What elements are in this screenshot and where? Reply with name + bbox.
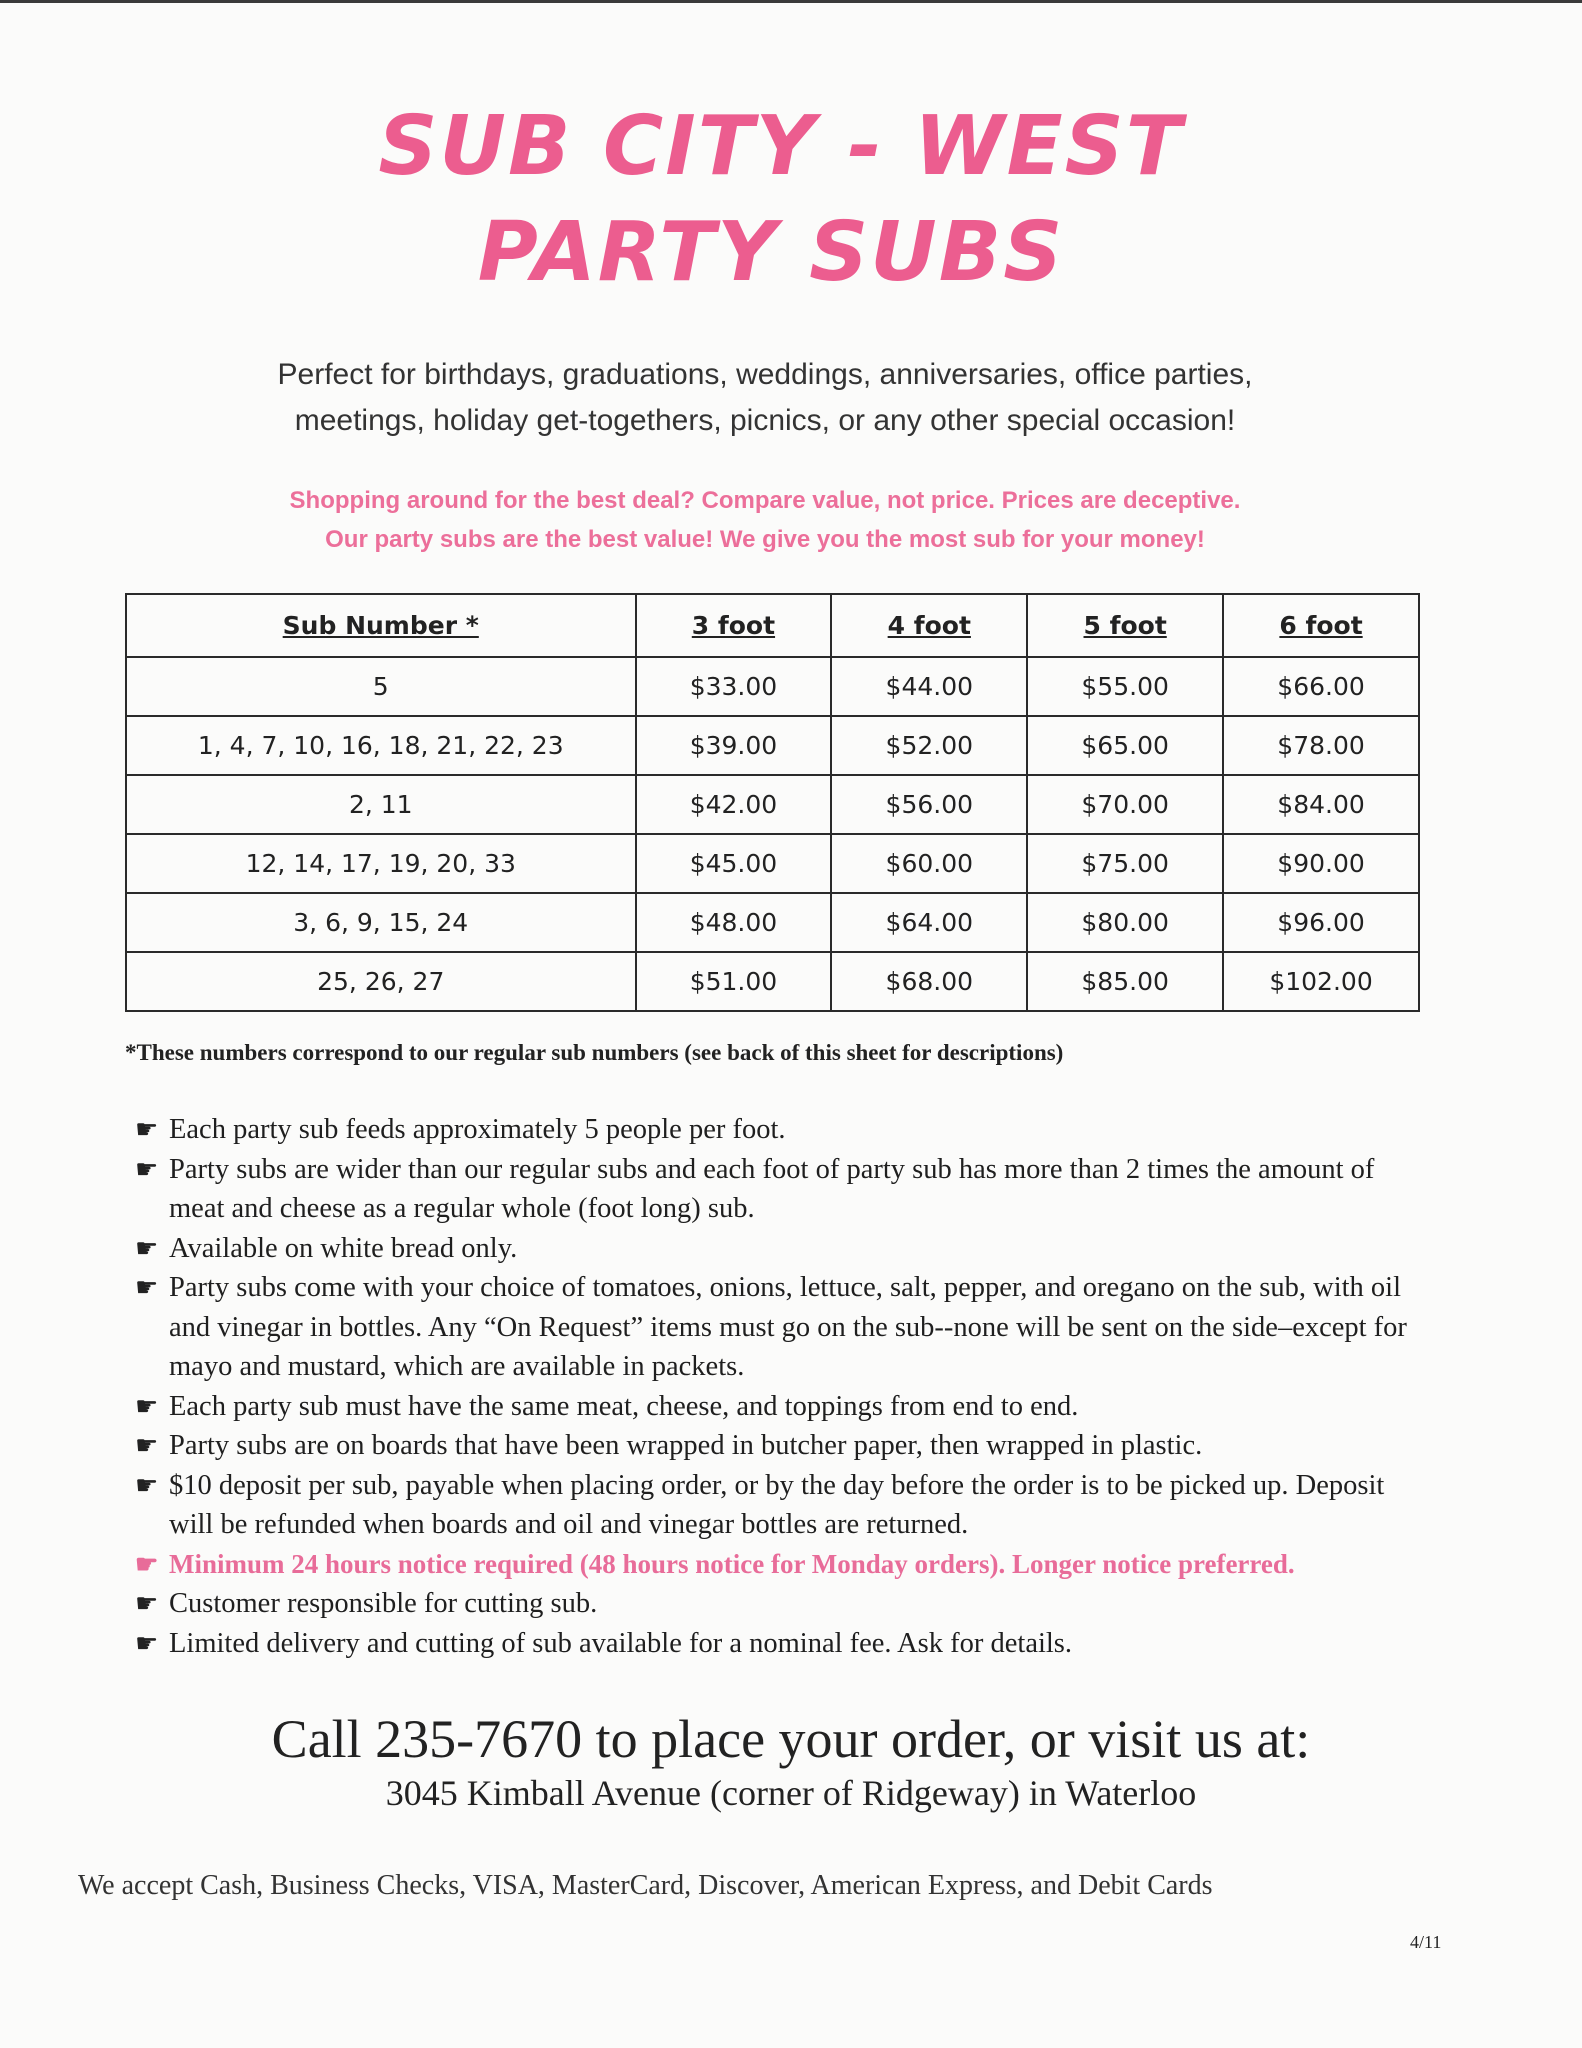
price-cell: $33.00 (636, 657, 832, 716)
sub-numbers-cell: 3, 6, 9, 15, 24 (126, 893, 636, 952)
price-cell: $70.00 (1027, 775, 1223, 834)
header-5-foot: 5 foot (1027, 594, 1223, 657)
tagline-line-2: Our party subs are the best value! We give you the most sub for your money! (325, 526, 1205, 553)
table-row (126, 775, 1419, 834)
pointing-hand-icon: ☛ (135, 1549, 159, 1579)
list-item: ☛ Party subs are wider than our regular subs and each foot of party sub has more than 2 times the amount of meat and cheese as a regular whole (foot long) sub. (135, 1150, 1425, 1229)
table-row (126, 657, 1419, 716)
list-item: ☛ Party subs come with your choice of tomatoes, onions, lettuce, salt, pepper, and oregano on the sub, with oil and vinegar in bottles. Any “On Request” items must go on the sub--none will be sent on the side–except for mayo and mustard, which are available in packets. (135, 1268, 1425, 1387)
price-cell: $56.00 (831, 775, 1027, 834)
price-cell: $68.00 (831, 952, 1027, 1011)
title-line-1: SUB CITY - WEST (378, 99, 1184, 194)
price-cell: $90.00 (1223, 834, 1419, 893)
pointing-hand-icon: ☛ (135, 1628, 159, 1658)
table-row (126, 893, 1419, 952)
price-cell: $102.00 (1223, 952, 1419, 1011)
pointing-hand-icon: ☛ (135, 1273, 159, 1302)
list-item: ☛ Customer responsible for cutting sub. (135, 1584, 1425, 1624)
sub-numbers-cell: 25, 26, 27 (126, 952, 636, 1011)
pointing-hand-icon: ☛ (135, 1431, 159, 1460)
price-cell: $66.00 (1223, 657, 1419, 716)
table-row (126, 834, 1419, 893)
list-item: ☛ $10 deposit per sub, payable when placing order, or by the day before the order is to be picked up. Deposit will be refunded when boards and oil and vinegar bottles are returned. (135, 1466, 1425, 1545)
header-6-foot: 6 foot (1223, 594, 1419, 657)
header-sub-number: Sub Number * (126, 594, 636, 657)
intro-line-2: meetings, holiday get-togethers, picnics, or any other special occasion! (294, 404, 1236, 437)
value-tagline (190, 481, 1340, 559)
revision-date: 4/11 (1410, 1932, 1442, 1952)
price-cell: $65.00 (1027, 716, 1223, 775)
price-cell: $42.00 (636, 775, 832, 834)
pointing-hand-icon: ☛ (135, 1589, 159, 1618)
price-cell: $44.00 (831, 657, 1027, 716)
price-cell: $45.00 (636, 834, 832, 893)
list-item: ☛ Each party sub feeds approximately 5 people per foot. (135, 1110, 1425, 1150)
price-table (125, 593, 1420, 1012)
price-cell: $84.00 (1223, 775, 1419, 834)
payment-methods: We accept Cash, Business Checks, VISA, MasterCard, Discover, American Express, and Debit Cards (78, 1870, 1213, 1901)
header-3-foot: 3 foot (636, 594, 832, 657)
pointing-hand-icon: ☛ (135, 1115, 159, 1144)
store-address: 3045 Kimball Avenue (corner of Ridgeway) in Waterloo (385, 1773, 1197, 1813)
call-to-order: Call 235-7670 to place your order, or visit us at: (271, 1709, 1311, 1769)
price-cell: $39.00 (636, 716, 832, 775)
list-item: ☛ Party subs are on boards that have been wrapped in butcher paper, then wrapped in plastic. (135, 1426, 1425, 1466)
table-row (126, 716, 1419, 775)
price-cell: $85.00 (1027, 952, 1223, 1011)
list-item: ☛ Limited delivery and cutting of sub available for a nominal fee. Ask for details. (135, 1624, 1425, 1664)
price-cell: $78.00 (1223, 716, 1419, 775)
price-cell: $64.00 (831, 893, 1027, 952)
price-cell: $60.00 (831, 834, 1027, 893)
title-line-2: PARTY SUBS (477, 205, 1065, 300)
price-cell: $75.00 (1027, 834, 1223, 893)
price-cell: $55.00 (1027, 657, 1223, 716)
intro-line-1: Perfect for birthdays, graduations, weddings, anniversaries, office parties, (277, 358, 1253, 391)
price-cell: $52.00 (831, 716, 1027, 775)
header-4-foot: 4 foot (831, 594, 1027, 657)
pointing-hand-icon: ☛ (135, 1470, 159, 1500)
pointing-hand-icon: ☛ (135, 1391, 159, 1421)
party-sub-rules (135, 1110, 1425, 1663)
table-row (126, 952, 1419, 1011)
sub-numbers-cell: 2, 11 (126, 775, 636, 834)
table-footnote: *These numbers correspond to our regular sub numbers (see back of this sheet for descriptions) (125, 1040, 1064, 1065)
pointing-hand-icon: ☛ (135, 1154, 159, 1184)
table-header-row (126, 594, 1419, 657)
list-item: ☛ Each party sub must have the same meat, cheese, and toppings from end to end. (135, 1387, 1425, 1427)
pointing-hand-icon: ☛ (135, 1233, 159, 1263)
price-cell: $96.00 (1223, 893, 1419, 952)
intro-text (190, 352, 1340, 444)
price-cell: $48.00 (636, 893, 832, 952)
tagline-line-1: Shopping around for the best deal? Compare value, not price. Prices are deceptive. (289, 487, 1241, 514)
price-cell: $51.00 (636, 952, 832, 1011)
notice-requirement-item: ☛ Minimum 24 hours notice required (48 hours notice for Monday orders). Longer notice preferred. (135, 1545, 1425, 1585)
list-item: ☛ Available on white bread only. (135, 1229, 1425, 1269)
sub-numbers-cell: 12, 14, 17, 19, 20, 33 (126, 834, 636, 893)
sub-numbers-cell: 5 (126, 657, 636, 716)
price-cell: $80.00 (1027, 893, 1223, 952)
top-edge-rule (0, 0, 1582, 3)
sub-numbers-cell: 1, 4, 7, 10, 16, 18, 21, 22, 23 (126, 716, 636, 775)
